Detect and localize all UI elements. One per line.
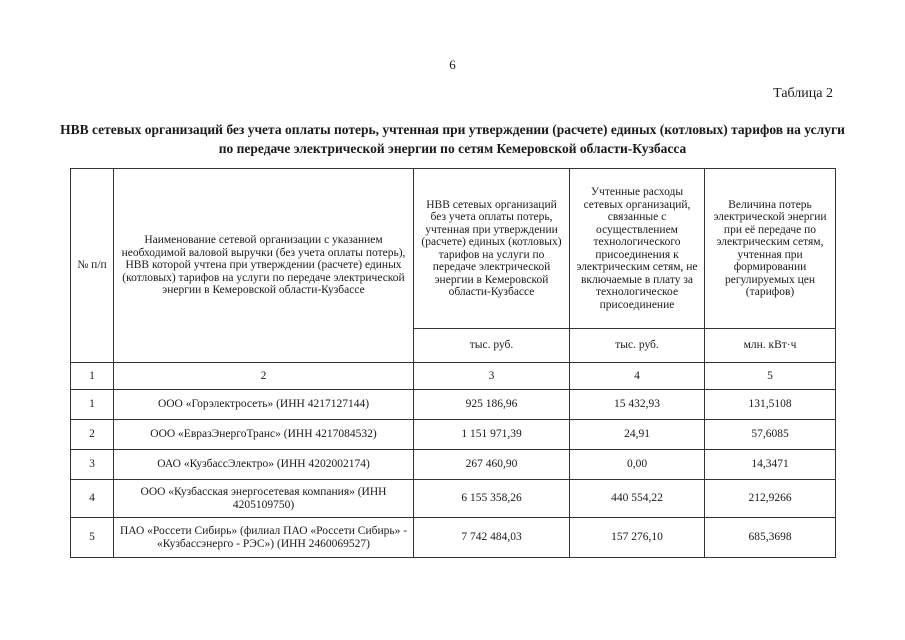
row-expenses: 15 432,93 xyxy=(570,390,705,420)
row-losses: 131,5108 xyxy=(705,390,836,420)
row-losses: 14,3471 xyxy=(705,450,836,480)
col-number: 3 xyxy=(414,363,570,390)
row-num: 4 xyxy=(71,480,114,518)
col-number: 4 xyxy=(570,363,705,390)
col-number: 5 xyxy=(705,363,836,390)
header-num: № п/п xyxy=(71,169,114,363)
row-name: ООО «ЕвразЭнергоТранс» (ИНН 4217084532) xyxy=(114,420,414,450)
row-name: ООО «Горэлектросеть» (ИНН 4217127144) xyxy=(114,390,414,420)
col-number: 2 xyxy=(114,363,414,390)
row-nvv: 6 155 358,26 xyxy=(414,480,570,518)
header-losses: Величина потерь электрической энергии при её передаче по электрическим сетям, учтенная при формировании регулируемых цен (тарифов) xyxy=(705,169,836,329)
header-name: Наименование сетевой организации с указанием необходимой валовой выручки (без учета оплаты потерь), НВВ которой учтена при утверждении (расчете) единых (котловых) тарифов на услуги по передаче электрической энергии в Кемеровской области-Кузбассе xyxy=(114,169,414,363)
table-row xyxy=(71,518,836,558)
row-expenses: 24,91 xyxy=(570,420,705,450)
row-expenses: 157 276,10 xyxy=(570,518,705,558)
row-nvv: 7 742 484,03 xyxy=(414,518,570,558)
unit-losses: млн. кВт·ч xyxy=(705,329,836,363)
row-num: 5 xyxy=(71,518,114,558)
row-nvv: 267 460,90 xyxy=(414,450,570,480)
row-losses: 57,6085 xyxy=(705,420,836,450)
col-number: 1 xyxy=(71,363,114,390)
header-expenses: Учтенные расходы сетевых организаций, связанные с осуществлением технологического присоединения к электрическим сетям, не включаемые в плату за технологическое присоединение xyxy=(570,169,705,329)
row-num: 3 xyxy=(71,450,114,480)
table-row xyxy=(71,450,836,480)
unit-expenses: тыс. руб. xyxy=(570,329,705,363)
header-nvv: НВВ сетевых организаций без учета оплаты потерь, учтенная при утверждении (расчете) единых (котловых) тарифов на услуги по передаче электрической энергии в Кемеровской области-Кузбассе xyxy=(414,169,570,329)
row-num: 1 xyxy=(71,390,114,420)
row-losses: 212,9266 xyxy=(705,480,836,518)
row-num: 2 xyxy=(71,420,114,450)
table-row xyxy=(71,420,836,450)
row-name: ПАО «Россети Сибирь» (филиал ПАО «Россети Сибирь» - «Кузбассэнерго - РЭС») (ИНН 2460069527) xyxy=(114,518,414,558)
row-name: ОАО «КузбассЭлектро» (ИНН 4202002174) xyxy=(114,450,414,480)
losses-table xyxy=(70,168,836,558)
row-losses: 685,3698 xyxy=(705,518,836,558)
row-expenses: 440 554,22 xyxy=(570,480,705,518)
table-row xyxy=(71,390,836,420)
row-nvv: 1 151 971,39 xyxy=(414,420,570,450)
header-row xyxy=(71,169,836,329)
unit-nvv: тыс. руб. xyxy=(414,329,570,363)
table-title: НВВ сетевых организаций без учета оплаты потерь, учтенная при утверждении (расчете) единых (котловых) тарифов на услуги по передаче электрической энергии по сетям Кемеровской области-Кузбасса xyxy=(60,122,845,156)
column-numbers-row xyxy=(71,363,836,390)
row-nvv: 925 186,96 xyxy=(414,390,570,420)
row-name: ООО «Кузбасская энергосетевая компания» (ИНН 4205109750) xyxy=(114,480,414,518)
table-row xyxy=(71,480,836,518)
table-label: Таблица 2 xyxy=(773,86,833,101)
page-number: 6 xyxy=(449,57,456,72)
row-expenses: 0,00 xyxy=(570,450,705,480)
